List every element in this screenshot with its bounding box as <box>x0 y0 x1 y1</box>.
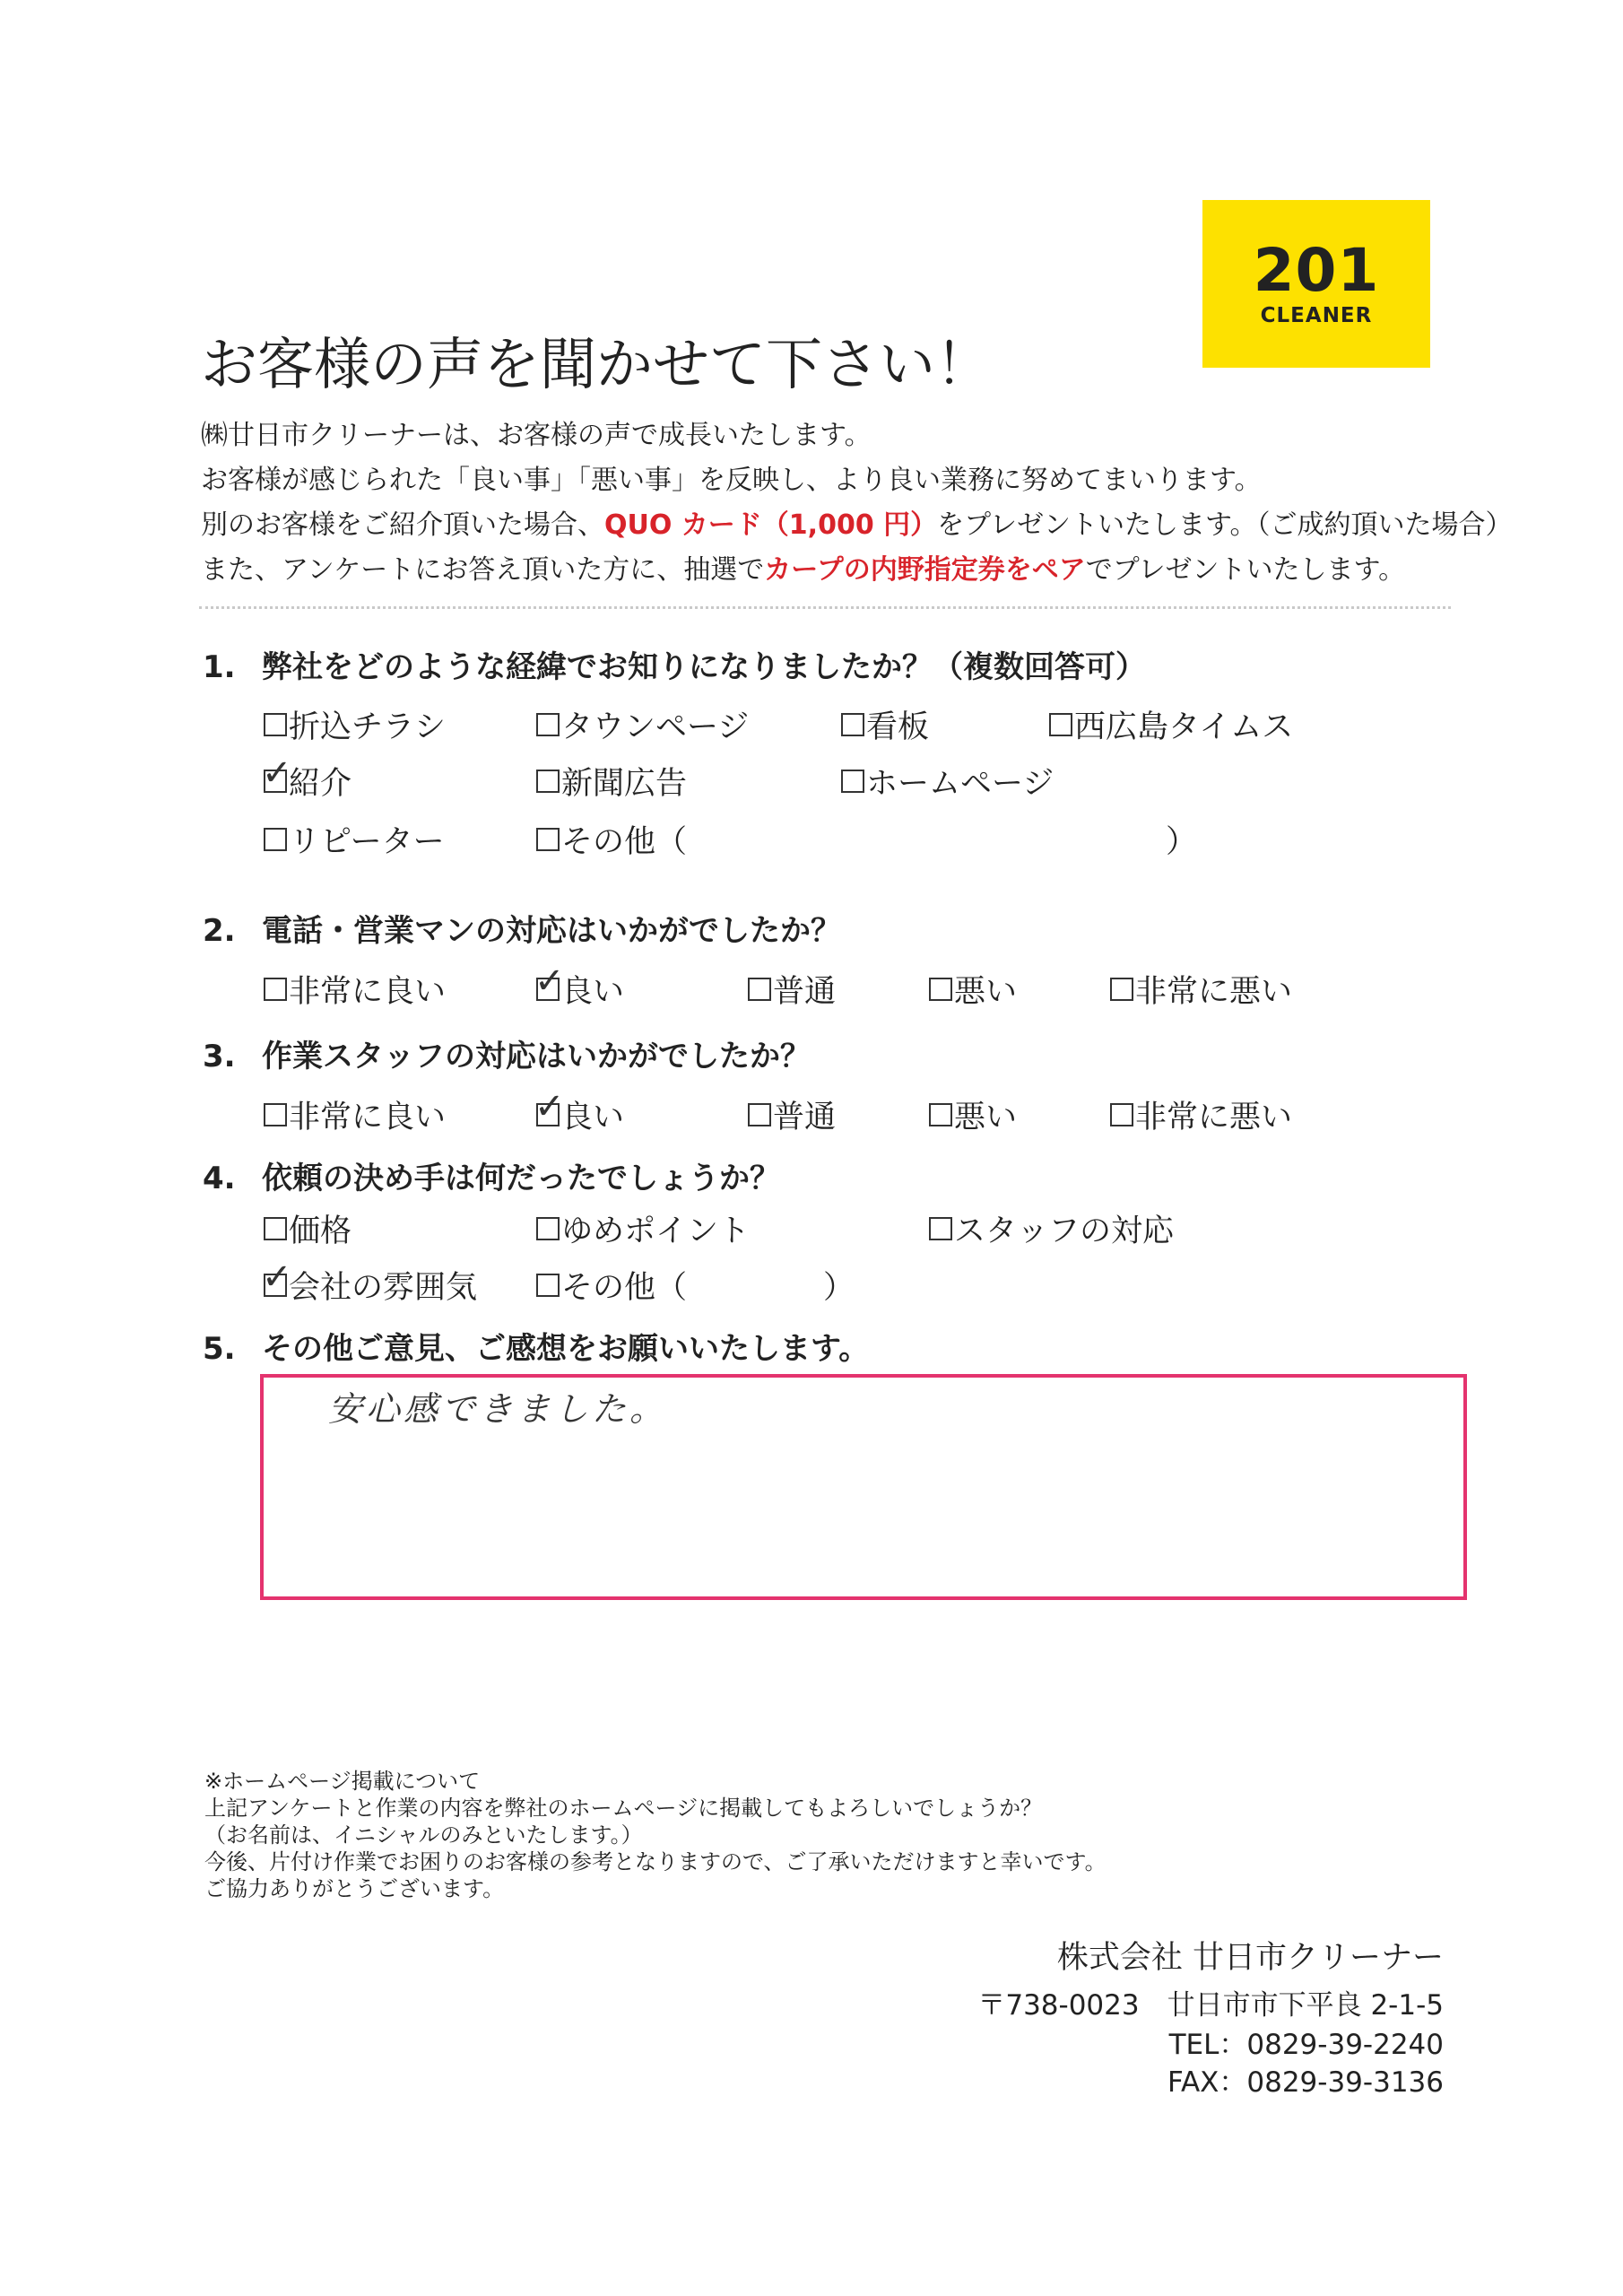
company-logo <box>1202 200 1430 368</box>
intro-line-3 <box>201 502 1513 542</box>
homepage-note-line-5: ご協力ありがとうございます。 <box>204 1876 505 1901</box>
q3-option-average[interactable]: 普通 <box>748 1092 836 1137</box>
checkbox[interactable] <box>929 1103 952 1126</box>
checkbox[interactable] <box>1110 978 1133 1001</box>
q4-option-price[interactable]: 価格 <box>264 1206 352 1251</box>
q2-option-very-bad[interactable]: 非常に悪い <box>1110 967 1292 1012</box>
company-address: 〒738-0023 廿日市市下平良 2-1-5 <box>977 1989 1444 2022</box>
checkbox[interactable] <box>536 770 560 793</box>
question-5-text: その他ご意見、ご感想をお願いいたします。 <box>262 1331 870 1367</box>
checkbox[interactable] <box>1110 1103 1133 1126</box>
checkbox[interactable] <box>929 978 952 1001</box>
quo-card-offer: QUO カード（1,000 円） <box>604 509 938 541</box>
question-2 <box>203 906 841 950</box>
page-title: お客様の声を聞かせて下さい！ <box>201 332 992 397</box>
q1-option-repeater[interactable]: リピーター <box>264 817 445 862</box>
q1-option-newspaper[interactable]: 新聞広告 <box>536 759 687 804</box>
checkbox[interactable] <box>264 978 287 1001</box>
checkmark-icon: ✓ <box>262 752 292 794</box>
checkbox[interactable] <box>264 1103 287 1126</box>
checkbox[interactable] <box>748 978 771 1001</box>
checkbox[interactable] <box>748 1103 771 1126</box>
question-3 <box>203 1031 811 1075</box>
question-3-number: 3. <box>203 1039 236 1074</box>
q2-option-good[interactable]: ✓ 良い <box>534 961 625 1010</box>
question-3-text: 作業スタッフの対応はいかがでしたか？ <box>262 1039 811 1074</box>
intro-line-3-a: 別のお客様をご紹介頂いた場合、 <box>201 509 604 541</box>
carp-ticket-offer: カープの内野指定券をペア <box>764 554 1086 586</box>
company-tel: TEL：0829-39-2240 <box>1168 2029 1444 2061</box>
q1-option-signboard[interactable]: 看板 <box>841 702 929 747</box>
q3-option-good[interactable]: ✓ 良い <box>534 1086 625 1135</box>
q4-option-yume-point[interactable]: ゆめポイント <box>536 1206 750 1251</box>
checkbox[interactable] <box>536 713 560 736</box>
intro-line-2: お客様が感じられた「良い事」「悪い事」を反映し、より良い業務に努めてまいります。 <box>201 465 1262 496</box>
checkmark-icon: ✓ <box>534 1086 565 1127</box>
q2-option-very-good[interactable]: 非常に良い <box>264 967 446 1012</box>
dotted-divider <box>199 606 1451 609</box>
homepage-note-line-4: 今後、片付け作業でお困りのお客様の参考となりますので、ご了承いただけますと幸いです。 <box>204 1849 1107 1874</box>
q3-option-very-bad[interactable]: 非常に悪い <box>1110 1092 1292 1137</box>
checkbox[interactable] <box>264 828 287 851</box>
question-2-number: 2. <box>203 913 236 949</box>
question-1-text: 弊社をどのような経緯でお知りになりましたか？（複数回答可） <box>262 649 1146 685</box>
intro-line-4-a: また、アンケートにお答え頂いた方に、抽選で <box>201 554 765 586</box>
homepage-note-heading: ※ホームページ掲載について <box>204 1769 481 1794</box>
q2-option-bad[interactable]: 悪い <box>929 967 1017 1012</box>
handwritten-comment: 安心感できました。 <box>328 1389 668 1429</box>
intro-line-1: ㈱廿日市クリーナーは、お客様の声で成長いたします。 <box>201 420 872 451</box>
checkbox[interactable] <box>841 713 864 736</box>
checkbox[interactable] <box>536 828 560 851</box>
checkmark-icon: ✓ <box>534 961 565 1002</box>
q1-option-flyer[interactable]: 折込チラシ <box>264 702 446 747</box>
intro-line-4 <box>201 547 1405 587</box>
question-4 <box>203 1153 780 1197</box>
q4-option-other[interactable]: その他（ <box>536 1263 687 1308</box>
q1-other-close-paren: ） <box>1166 824 1198 860</box>
intro-line-3-b: をプレゼントいたします。（ご成約頂いた場合） <box>937 509 1513 541</box>
checkbox[interactable] <box>536 1274 560 1297</box>
q2-option-average[interactable]: 普通 <box>748 967 836 1012</box>
q1-option-townpage[interactable]: タウンページ <box>536 702 749 747</box>
company-name: 株式会社 廿日市クリーナー <box>1056 1940 1444 1976</box>
checkbox[interactable] <box>264 713 287 736</box>
q1-option-other[interactable]: その他（ <box>536 817 687 862</box>
question-5-number: 5. <box>203 1331 236 1367</box>
question-2-text: 電話・営業マンの対応はいかがでしたか？ <box>262 913 841 949</box>
checkbox[interactable] <box>1049 713 1072 736</box>
q1-option-nishihiroshima-times[interactable]: 西広島タイムス <box>1049 702 1293 747</box>
question-1 <box>203 642 1146 686</box>
intro-line-4-b: でプレゼントいたします。 <box>1085 554 1406 586</box>
checkbox[interactable] <box>929 1217 952 1240</box>
q4-option-company-atmosphere[interactable]: ✓ 会社の雰囲気 <box>262 1257 478 1306</box>
q3-option-very-good[interactable]: 非常に良い <box>264 1092 446 1137</box>
checkbox[interactable] <box>264 1217 287 1240</box>
checkbox-checked[interactable] <box>262 1257 292 1298</box>
question-5 <box>203 1324 869 1368</box>
company-fax: FAX：0829-39-3136 <box>1167 2066 1444 2099</box>
q4-other-close-paren: ） <box>823 1270 855 1306</box>
checkbox-checked[interactable] <box>534 961 565 1002</box>
q1-option-homepage[interactable]: ホームページ <box>841 759 1054 804</box>
logo-word: CLEANER <box>1260 304 1373 327</box>
homepage-note-line-2: 上記アンケートと作業の内容を弊社のホームページに掲載してもよろしいでしょうか？ <box>204 1796 1043 1821</box>
checkbox[interactable] <box>536 1217 560 1240</box>
logo-number: 201 <box>1253 236 1380 305</box>
question-4-number: 4. <box>203 1161 236 1196</box>
q3-option-bad[interactable]: 悪い <box>929 1092 1017 1137</box>
q4-option-staff[interactable]: スタッフの対応 <box>929 1206 1174 1251</box>
question-4-text: 依頼の決め手は何だったでしょうか？ <box>262 1161 780 1196</box>
homepage-note-line-3: （お名前は、イニシャルのみといたします。） <box>204 1822 643 1848</box>
question-1-number: 1. <box>203 649 236 685</box>
checkbox-checked[interactable] <box>262 752 292 794</box>
checkmark-icon: ✓ <box>262 1257 292 1298</box>
checkbox[interactable] <box>841 770 864 793</box>
checkbox-checked[interactable] <box>534 1086 565 1127</box>
q1-option-referral[interactable]: ✓ 紹介 <box>262 752 352 802</box>
